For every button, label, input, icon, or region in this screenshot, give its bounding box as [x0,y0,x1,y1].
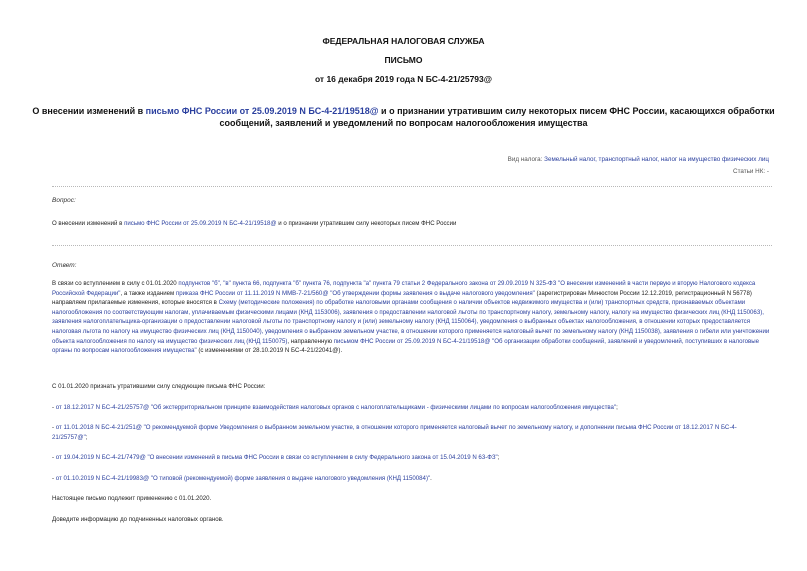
tax-type [508,156,769,163]
divider [52,245,772,246]
subject-prefix: О внесении изменений в [32,106,146,116]
question-text: О внесении изменений в письмо ФНС России от 25.09.2019 N БС-4-21/19518@ и о признании утратившим силу некоторых писем ФНС России [52,220,457,227]
document-type: ПИСЬМО [384,55,423,65]
subject-suffix: и о признании утратившим силу некоторых писем ФНС России, касающихся обработки сообщений, заявлений и уведомлений по вопросам налогообложения имущества [219,106,775,128]
repealed-item: - от 19.04.2019 N БС-4-21/7479@ "О внесении изменений в письма ФНС России в связи со вступлением в силу Федерального закона от 15.04.2019 N 63-ФЗ"; [52,454,500,461]
effective-date-note: Настоящее письмо подлежит применению с 01.01.2020. [52,495,212,502]
tax-code-articles: Статьи НК: - [733,168,769,175]
document-date-number: от 16 декабря 2019 года N БС-4-21/25793@ [314,74,493,84]
repealed-letter-link[interactable]: от 11.01.2018 N БС-4-21/251@ "О рекомендуемой форме Уведомления о выбранном земельном участке, в отношении которого применяется налоговый вычет по земельному налогу, и дополнении письма ФНС России от 18.12.2017 N БС-4-21/25757@" [52,424,737,441]
letter-19518-link[interactable]: письмом ФНС России от 25.09.2019 N БС-4-21/19518@ "Об организации обработки сообщений, заявлений и уведомлений, поступивших в налоговые органы по вопросам налогообложения имущества" [52,337,760,355]
repealed-letter-link[interactable]: от 01.10.2019 N БС-4-21/19983@ "О типовой (рекомендуемой) форме заявления о выдаче налогового уведомления (КНД 1150084)" [55,475,431,482]
repealed-item: - от 11.01.2018 N БС-4-21/251@ "О рекомендуемой форме Уведомления о выбранном земельном участке, в отношении которого применяется налоговый вычет по земельному налогу, и дополнении письма ФНС России от 18.12.2017 N БС-4-21/25757@"; [52,424,737,441]
repealed-letter-link[interactable]: от 19.04.2019 N БС-4-21/7479@ "О внесении изменений в письма ФНС России в связи со вступлением в силу Федерального закона от 15.04.2019 N 63-ФЗ" [55,454,498,461]
closing-instruction: Доведите информацию до подчиненных налоговых органов. [52,516,224,523]
answer-label: Ответ: [52,262,77,269]
repealed-item: - от 01.10.2019 N БС-4-21/19983@ "О типовой (рекомендуемой) форме заявления о выдаче налогового уведомления (КНД 1150084)". [52,475,432,482]
agency-title: ФЕДЕРАЛЬНАЯ НАЛОГОВАЯ СЛУЖБА [322,36,485,46]
subject-link[interactable]: письмо ФНС России от 25.09.2019 N БС-4-21/19518@ [145,106,379,116]
processing-scheme-link[interactable]: Схему (методические положения) по обработке налоговыми органами сообщения о наличии объектов недвижимого имущества и (или) транспортных средств, признаваемых объектами налогообложения по соответствующим налогам, уплачиваемым физическими лицами (КНД 1153006), заявления о предоставлении налоговой льготы по транспортному налогу, земельному налогу, налогу на имущество физических лиц (КНД 1150063), заявления налогоплательщика-организации о предоставлении налоговой льготы по транспортному налогу и (или) земельному налогу (КНД 1150064), уведомления о выбранных объектах налогообложения, в отношении которых предоставляется налоговая льгота по налогу на имущество физических лиц (КНД 1150040), уведомления о выбранном земельном участке, в отношении которого применяется налоговый вычет по земельному налогу (КНД 1150038), заявления о гибели или уничтожении объекта налогообложения по налогу на имущество физических лиц (КНД 1150075) [52,299,770,345]
tax-type-label: Вид налога: [507,156,545,163]
order-mmv-560-link[interactable]: приказа ФНС России от 11.11.2019 N ММВ-7-21/560@ "Об утверждении формы заявления о выдаче налогового уведомления" [175,289,535,297]
tax-type-value[interactable]: Земельный налог, транспортный налог, налог на имущество физических лиц [544,156,769,163]
question-label: Вопрос: [52,197,76,204]
law-325-fz-link[interactable]: подпунктов "б", "в" пункта 66, подпункта "б" пункта 76, подпункта "а" пункта 79 статьи 2 Федерального закона от 29.09.2019 N 325-ФЗ "О внесении изменений в части первую и вторую Налогового кодекса Российской Федерации" [52,280,756,297]
divider [52,186,772,187]
repealed-intro: С 01.01.2020 признать утратившими силу следующие письма ФНС России: [52,383,266,390]
document-subject [30,105,777,129]
answer-paragraph: В связи со вступлением в силу с 01.01.2020 подпунктов "б", "в" пункта 66, подпункта "б" пункта 76, подпункта "а" пункта 79 статьи 2 Федерального закона от 29.09.2019 N 325-ФЗ "О внесении изменений в части первую и вторую Налогового кодекса Российской Федерации", а также изданием приказа ФНС России от 11.11.2019 N ММВ-7-21/560@ "Об утверждении формы заявления о выдаче налогового уведомления" (зарегистрирован Минюстом России 12.12.2019, регистрационный N 56778) направляем прилагаемые изменения, которые вносятся в Схему (методические положения) по обработке налоговыми органами сообщения о наличии объектов недвижимого имущества и (или) транспортных средств, признаваемых объектами налогообложения по соответствующим налогам, уплачиваемым физическими лицами (КНД 1153006), заявления о предоставлении налоговой льготы по транспортному налогу, земельному налогу, налогу на имущество физических лиц (КНД 1150063), заявления налогоплательщика-организации о предоставлении налоговой льготы по транспортному налогу и (или) земельному налогу (КНД 1150064), уведомления о выбранных объектах налогообложения, в отношении которых предоставляется налоговая льгота по налогу на имущество физических лиц (КНД 1150040), уведомления о выбранном земельном участке, в отношении которого применяется налоговый вычет по земельному налогу (КНД 1150038), заявления о гибели или уничтожении объекта налогообложения по налогу на имущество физических лиц (КНД 1150075), направленную письмом ФНС России от 25.09.2019 N БС-4-21/19518@ "Об организации обработки сообщений, заявлений и уведомлений, поступивших в налоговые органы по вопросам налогообложения имущества" (с изменениями от 28.10.2019 N БС-4-21/22041@). [52,280,770,355]
repealed-item: - от 18.12.2017 N БС-4-21/25757@ "Об экстерриториальном принципе взаимодействия налоговых органов с налогоплательщиками - физическими лицами по вопросам налогообложения имущества"; [52,404,618,411]
repealed-letter-link[interactable]: от 18.12.2017 N БС-4-21/25757@ "Об экстерриториальном принципе взаимодействия налоговых органов с налогоплательщиками - физическими лицами по вопросам налогообложения имущества" [55,404,617,411]
question-link[interactable]: письмо ФНС России от 25.09.2019 N БС-4-21/19518@ [124,220,277,227]
